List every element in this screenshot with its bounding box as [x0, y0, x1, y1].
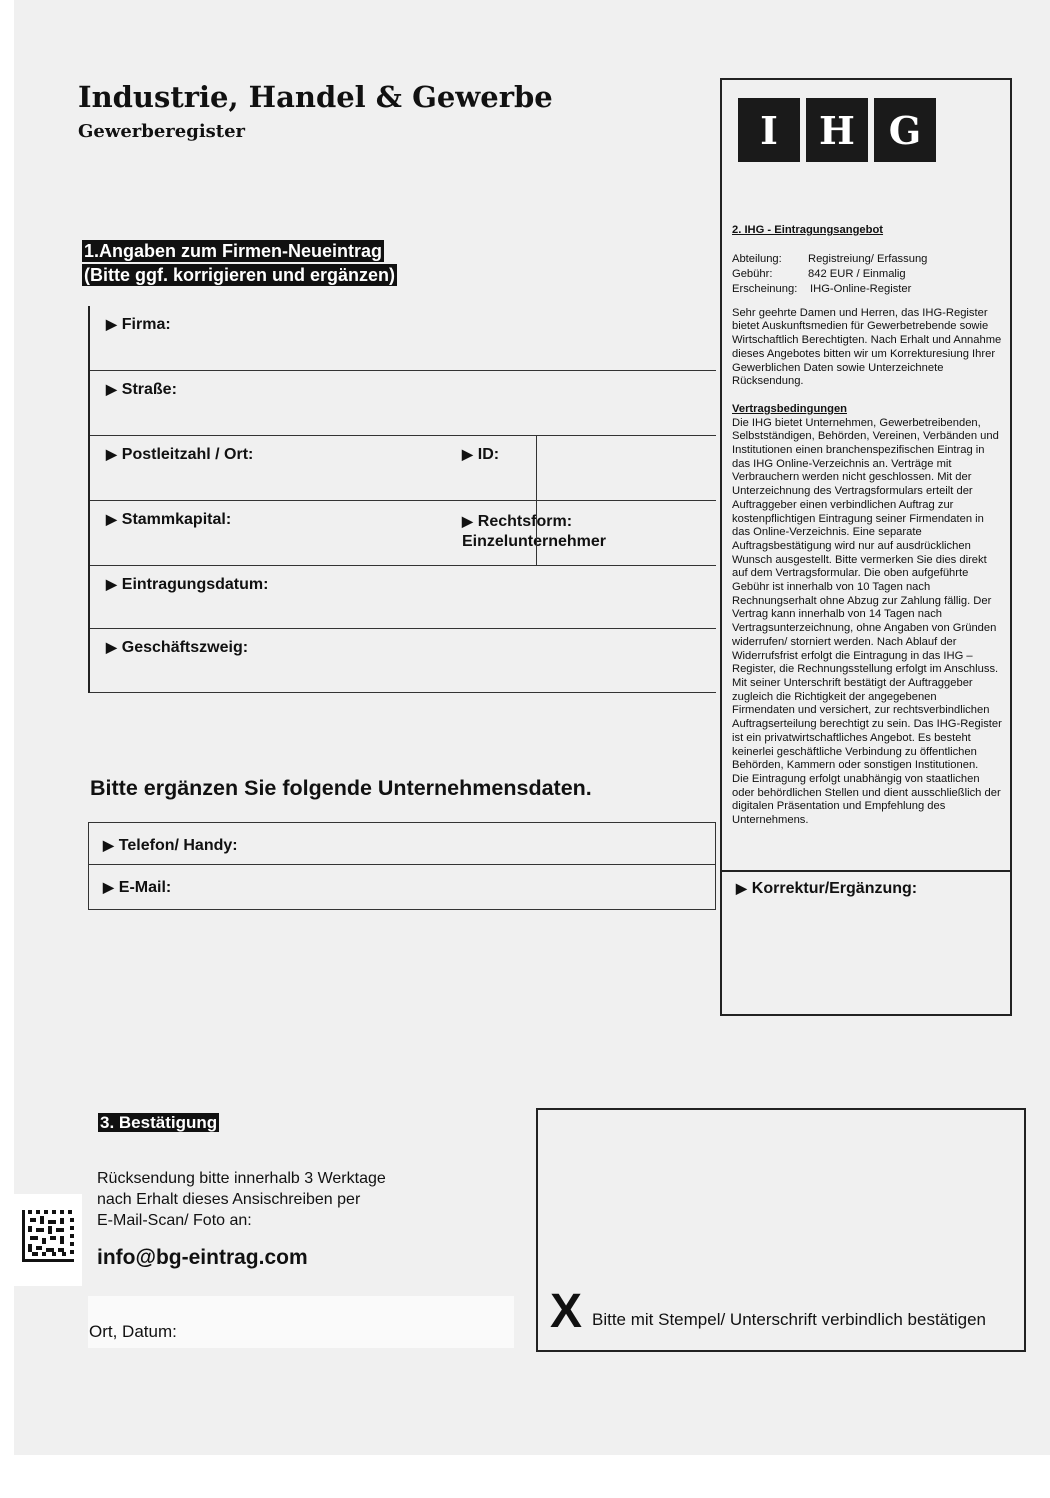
field-rechtsform[interactable] — [462, 511, 606, 552]
gebuehr-label: Gebühr: — [732, 267, 773, 280]
return-line: Rücksendung bitte innerhalb 3 Werktage — [97, 1170, 386, 1187]
field-stammkapital-row[interactable] — [90, 501, 716, 566]
arrow-right-icon: ▶ — [106, 381, 117, 397]
terms-heading: Vertragsbedingungen — [732, 402, 847, 415]
ort-datum-label: Ort, Datum: — [89, 1322, 177, 1341]
offer-text — [732, 224, 1002, 828]
document-subtitle: Gewerberegister — [78, 121, 246, 142]
document-title: Industrie, Handel & Gewerbe — [78, 80, 553, 114]
arrow-right-icon: ▶ — [106, 639, 117, 655]
field-telefon-label: Telefon/ Handy: — [118, 837, 238, 854]
field-rechtsform-label: Rechtsform: — [477, 513, 573, 530]
field-email[interactable] — [103, 879, 171, 897]
section3-heading-text: 3. Bestätigung — [100, 1113, 218, 1132]
terms-text-2: Die Eintragung erfolgt unabhängig von staatlichen oder behördlichen Stellen und dient ausschließlich der digitalen Präsentation und Empfehlung des Unternehmens. — [732, 772, 1001, 827]
offer-heading: 2. IHG - Eintragungsangebot — [732, 224, 884, 236]
return-instructions — [97, 1168, 386, 1231]
field-id[interactable] — [462, 446, 499, 464]
field-korrektur[interactable] — [720, 870, 1010, 897]
field-eintragungsdatum-label: Eintragungsdatum: — [121, 576, 269, 593]
field-geschaeftszweig[interactable] — [90, 629, 716, 693]
column-divider — [536, 436, 537, 565]
arrow-right-icon: ▶ — [462, 446, 473, 462]
arrow-right-icon: ▶ — [106, 511, 117, 527]
return-email[interactable]: info@bg-eintrag.com — [97, 1246, 308, 1269]
datamatrix-icon — [14, 1194, 82, 1286]
signature-x-mark: X — [550, 1285, 583, 1338]
field-strasse[interactable] — [90, 371, 716, 436]
terms-text: Die IHG bietet Unternehmen, Gewerbetreibenden, Selbstständigen, Behörden, Vereinen, Verbänden und Institutionen einen branchenspezifischen Eintrag in das IHG Online-Verzeichnis an. Verträge mit Verbrauchern werden nicht geschlossen. Mit der Unterzeichnung des Vertragsformulars erteilt der Auftraggeber einen verbindlichen Auftrag zur kostenpflichtigen Eintragung seiner Firmendaten in das Online-Verzeichnis. Eine separate Auftragsbestätigung wird nur auf ausdrücklichen Wunsch ausgestellt. Bitte vermerken Sie dies direkt auf dem Vertragsformular. Die oben aufgeführte Gebühr ist innerhalb von 10 Tagen nach Rechnungserhalt ohne Abzug zur Zahlung fällig. Der Vertrag kann innerhalb von 14 Tagen nach Vertragsunterzeichnung, ohne Angaben von Gründen widerrufen/ storniert werden. Nach Ablauf der Widerrufsfrist erfolgt die Eintragung in das IHG – Register, die Rechnungsstellung erfolgt im Anschluss. Mit seiner Unterschrift bestätigt der Auftraggeber zugleich die Richtigkeit der angegebenen Firmendaten und versichert, zur rechtsverbindlichen Auftragserteilung berechtigt zu sein. Das IHG-Register ist ein privatwirtschaftliches Angebot. Es besteht keinerlei geschäftliche Verbindung zu öffentlichen Behörden, Kammern oder sonstigen Institutionen. — [732, 416, 1002, 772]
logo-letter: G — [874, 98, 936, 162]
field-firma[interactable] — [90, 306, 716, 371]
field-strasse-label: Straße: — [121, 381, 177, 398]
arrow-right-icon: ▶ — [106, 446, 117, 462]
field-rechtsform-value: Einzelunternehmer — [462, 533, 607, 550]
logo-letter: H — [806, 98, 868, 162]
field-plz-ort-row[interactable] — [90, 436, 716, 501]
complete-data-heading: Bitte ergänzen Sie folgende Unternehmensdaten. — [90, 776, 592, 800]
arrow-right-icon: ▶ — [462, 513, 473, 529]
offer-intro: Sehr geehrte Damen und Herren, das IHG-Register bietet Auskunftsmedien für Gewerbetrebende sowie Wirtschaftlich Berechtigten. Nach Erhalt und Annahme dieses Angebotes bitten wir um Korrekturesiung Ihrer Gewerblichen Daten sowie Unterzeichnete Rücksendung. — [732, 306, 1002, 388]
field-geschaeftszweig-label: Geschäftszweig: — [121, 639, 249, 656]
arrow-right-icon: ▶ — [103, 837, 114, 853]
signature-instruction: Bitte mit Stempel/ Unterschrift verbindlich bestätigen — [592, 1310, 987, 1329]
logo-letter: I — [738, 98, 800, 162]
field-eintragungsdatum[interactable] — [90, 566, 716, 629]
field-korrektur-label: Korrektur/Ergänzung: — [751, 880, 918, 897]
arrow-right-icon: ▶ — [103, 879, 114, 895]
field-firma-label: Firma: — [121, 316, 171, 333]
field-plz-ort-label: Postleitzahl / Ort: — [121, 446, 254, 463]
offer-meta — [732, 252, 927, 297]
erscheinung-value: IHG-Online-Register — [810, 282, 912, 295]
arrow-right-icon: ▶ — [736, 880, 747, 896]
gebuehr-value: 842 EUR / Einmalig — [808, 267, 906, 280]
return-line: E-Mail-Scan/ Foto an: — [97, 1212, 252, 1229]
ihg-logo — [738, 98, 936, 162]
field-id-label: ID: — [477, 446, 500, 463]
field-email-label: E-Mail: — [118, 879, 172, 896]
abteilung-label: Abteilung: — [732, 252, 782, 265]
section1-heading-line1: 1.Angaben zum Firmen-Neueintrag — [84, 241, 383, 261]
return-line: nach Erhalt dieses Ansischreiben per — [97, 1191, 361, 1208]
datamatrix-code — [14, 1194, 82, 1286]
field-stammkapital-label: Stammkapital: — [121, 511, 232, 528]
field-telefon[interactable] — [89, 823, 715, 865]
contact-form — [88, 822, 716, 910]
arrow-right-icon: ▶ — [106, 316, 117, 332]
abteilung-value: Registreiung/ Erfassung — [808, 252, 928, 265]
section1-heading-line2: (Bitte ggf. korrigieren und ergänzen) — [84, 265, 396, 285]
erscheinung-label: Erscheinung: — [732, 282, 798, 295]
company-data-form — [88, 306, 716, 693]
section3-heading — [98, 1112, 219, 1134]
arrow-right-icon: ▶ — [106, 576, 117, 592]
section1-heading — [82, 240, 397, 288]
